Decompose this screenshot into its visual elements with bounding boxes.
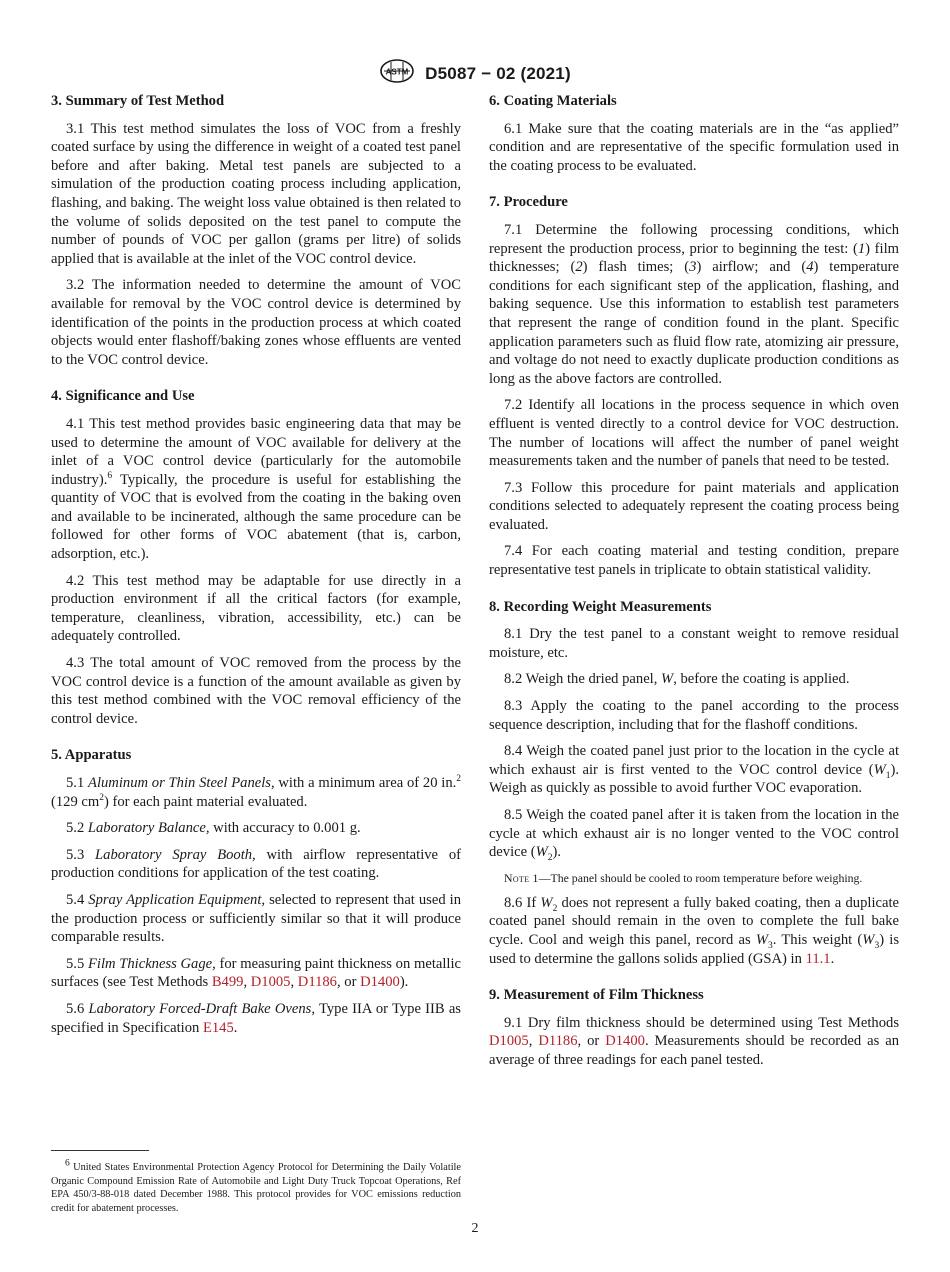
para-num: 5.2	[66, 820, 88, 837]
text: , or	[577, 1033, 606, 1050]
note-text: —The panel should be cooled to room temperature before weighing.	[538, 870, 863, 885]
variable: W	[755, 931, 769, 948]
text: for measuring paint thickness on metallic surfaces (see Test Methods	[51, 955, 462, 991]
text: ,	[528, 1033, 539, 1050]
left-column	[51, 92, 461, 1045]
text: 9.1 Dry film thickness should be determined using Test Methods	[504, 1014, 899, 1031]
ref-link-b499[interactable]: B499	[211, 974, 244, 991]
para-8-1: 8.1 Dry the test panel to a constant weight to remove residual moisture, etc.	[489, 626, 899, 661]
note-label: Note 1	[504, 870, 539, 885]
section-7-heading: 7. Procedure	[489, 194, 568, 211]
para-num: 5.3	[66, 846, 96, 863]
superscript: 2	[99, 792, 104, 803]
para-5-2	[51, 819, 461, 838]
section-3-heading: 3. Summary of Test Method	[51, 93, 225, 109]
footnote-divider	[51, 1150, 149, 1151]
text: , before the coating is applied.	[673, 671, 850, 688]
ref-link-d1005[interactable]: D1005	[250, 974, 291, 991]
list-num: 3	[689, 259, 697, 276]
footnote-ref-6[interactable]: 6	[107, 470, 113, 481]
subscript: 2	[547, 853, 553, 864]
section-5-heading: 5. Apparatus	[51, 747, 132, 764]
para-8-3: 8.3 Apply the coating to the panel according to the process sequence description, including that for the flashoff conditions.	[489, 698, 899, 733]
para-8-6	[489, 894, 899, 968]
ref-link-e145[interactable]: E145	[202, 1019, 234, 1036]
text: ). Weigh as quickly as possible to avoid further VOC evaporation.	[489, 761, 899, 797]
subscript: 1	[885, 770, 891, 781]
text: ) for each paint material evaluated.	[103, 793, 308, 810]
ref-link-d1186[interactable]: D1186	[297, 974, 337, 991]
section-6-heading: 6. Coating Materials	[489, 93, 617, 109]
para-7-4: 7.4 For each coating material and testing condition, prepare representative test panels in triplicate to obtain statistical validity.	[489, 543, 899, 579]
text: , or	[336, 974, 361, 991]
subscript: 3	[874, 940, 880, 951]
variable: W	[661, 671, 674, 688]
text: Type IIA or Type IIB as specified in Specification	[51, 1000, 461, 1036]
text: . Measurements should be recorded as an average of three readings for each panel tested.	[489, 1033, 899, 1068]
text: ) temperature conditions for each significant step of the application, flashing, and baking sequence. Use this information to establish test parameters that represent the range of condition found in the plant. Specific application parameters such as fluid flow rate, atomizing air pressure, and voltage do not need to exactly duplicate production conditions as long as the above factors are controlled.	[489, 259, 899, 387]
variable: W	[535, 844, 548, 861]
term: Laboratory Balance,	[87, 820, 210, 837]
page-header	[0, 58, 950, 89]
text: . This weight (	[772, 931, 863, 948]
document-designation: D5087 − 02 (2021)	[425, 63, 571, 83]
para-4-3: 4.3 The total amount of VOC removed from the process by the VOC control device is a function of the amount available as given by this test method combined with the VOC removal efficiency of the control device.	[51, 655, 461, 727]
section-9-heading: 9. Measurement of Film Thickness	[489, 987, 704, 1004]
variable: W	[862, 931, 875, 948]
note-1	[489, 870, 899, 886]
text: selected to represent that used in the production process or sufficiently similar so that it will produce comparable results.	[51, 891, 461, 946]
para-3-1: 3.1 This test method simulates the loss of VOC from a freshly coated surface by using the difference in weight of a coated test panel before and after baking. Metal test panels are subjected to a simulation of the production coating process including application, flashing, and baking. The weight loss value obtained is then related to the volume of solids deposited on the test panel to compute the number of pounds of VOC per gallon (grams per litre) of solids applied that is available at the inlet of the VOC control device.	[51, 120, 461, 267]
para-5-1	[51, 774, 461, 811]
para-8-5	[489, 806, 899, 862]
text: ).	[552, 844, 562, 861]
term: Laboratory Forced-Draft Bake Ovens,	[88, 1000, 316, 1017]
footnote-marker: 6	[65, 1158, 70, 1169]
para-6-1: 6.1 Make sure that the coating materials are in the “as applied” condition and are representative of the specific formulation used in the coating process to be evaluated.	[489, 120, 899, 174]
footnotes	[51, 1150, 461, 1215]
term: Aluminum or Thin Steel Panels,	[88, 775, 275, 791]
text: with airflow representative of production conditions for application of the test coating.	[51, 846, 461, 882]
para-8-4	[489, 742, 899, 798]
term: Film Thickness Gage,	[87, 955, 216, 972]
logo-text: ASTM	[385, 67, 409, 77]
para-num: 5.5	[66, 955, 88, 972]
superscript: 2	[456, 774, 462, 785]
text: with a minimum area of 20 in.	[274, 775, 457, 791]
astm-logo-icon	[379, 58, 415, 89]
list-num: 4	[806, 259, 814, 276]
section-8-heading: 8. Recording Weight Measurements	[489, 598, 712, 615]
text: 8.6 If	[504, 894, 541, 911]
text: ) flash times; (	[582, 259, 690, 276]
para-4-1-a: 4.1 This test method provides basic engineering data that may be used to determine the amount of VOC available for delivery at the inlet of a VOC control device (particularly for the automobile industry).	[51, 415, 461, 488]
text: 8.4 Weigh the coated panel just prior to the location in the cycle at which exhaust air is first vented to the VOC control device (	[489, 743, 899, 778]
variable: W	[873, 761, 886, 778]
para-4-1	[51, 415, 461, 564]
ref-link-d1005[interactable]: D1005	[489, 1033, 529, 1050]
para-5-3	[51, 846, 461, 883]
para-5-6	[51, 1000, 461, 1037]
text: 8.5 Weigh the coated panel after it is taken from the location in the cycle at which exhaust air is no longer vented to the VOC control device (	[489, 807, 899, 861]
list-num: 1	[857, 240, 866, 257]
section-4-heading: 4. Significance and Use	[51, 388, 195, 405]
para-num: 5.4	[66, 891, 89, 908]
ref-link-d1400[interactable]: D1400	[360, 974, 400, 991]
text: 8.2 Weigh the dried panel,	[504, 671, 662, 688]
text: does not represent a fully baked coating, then a duplicate coated panel should remain in the oven to complete the full bake cycle. Cool and weigh this panel, record as	[489, 894, 899, 948]
text: .	[830, 950, 835, 967]
right-column	[489, 92, 899, 1078]
term: Spray Application Equipment,	[88, 891, 266, 908]
para-3-2: 3.2 The information needed to determine the amount of VOC available for removal by the VOC control device is determined by identification of the points in the production process at which coated objects would enter flashoff/baking zones whose effluents are vented to the VOC control device.	[51, 277, 461, 368]
para-num: 5.1	[66, 775, 89, 791]
variable: W	[540, 894, 553, 911]
para-9-1	[489, 1014, 899, 1070]
text: (129 cm	[51, 793, 100, 810]
term: Laboratory Spray Booth,	[95, 846, 256, 863]
text: with accuracy to 0.001 g.	[209, 820, 361, 837]
ref-link-d1186[interactable]: D1186	[538, 1033, 578, 1050]
text: ) airflow; and (	[696, 259, 807, 276]
text: 7.1 Determine the following processing conditions, which represent the production process, prior to beginning the test: (	[489, 221, 899, 257]
para-8-2	[489, 670, 899, 689]
text: .	[233, 1019, 238, 1036]
text: ) film thicknesses; (	[489, 240, 899, 276]
para-5-4	[51, 891, 461, 947]
page-number: 2	[471, 1221, 479, 1236]
para-4-2: 4.2 This test method may be adaptable for use directly in a production environment if all the critical factors (for example, temperature, cleanliness, vibration, accessibility, etc.) can be adequately controlled.	[51, 572, 461, 645]
para-7-3: 7.3 Follow this procedure for paint materials and application conditions selected to adequately represent the coating process being evaluated.	[489, 479, 899, 533]
subscript: 2	[552, 903, 558, 914]
para-7-2: 7.2 Identify all locations in the process sequence in which oven effluent is vented directly to a control device for VOC destruction. The number of locations will affect the number of panel weight measurements taken and the number of panels that need to be tested.	[489, 397, 899, 470]
text: ) is used to determine the gallons solids applied (GSA) in	[489, 931, 900, 967]
text: ,	[243, 974, 251, 991]
text: ).	[399, 974, 409, 991]
para-num: 5.6	[66, 1000, 89, 1017]
footnote-6	[51, 1158, 461, 1215]
ref-link-d1400[interactable]: D1400	[605, 1033, 645, 1050]
para-7-1	[489, 221, 899, 388]
subscript: 3	[768, 940, 773, 951]
list-num: 2	[575, 259, 583, 276]
para-4-1-b: Typically, the procedure is useful for establishing the quantity of VOC that is evolved from the coating in the baking oven and available to be incinerated, although the same procedure can be followed for other forms of VOC abatement (that is, carbon, adsorption, etc.).	[51, 471, 461, 563]
text: ,	[290, 974, 298, 991]
footnote-text: United States Environmental Protection Agency Protocol for Determining the Daily Volatile Organic Compound Emission Rate of Automobile and Light Duty Truck Topcoat Operations, Ref EPA 450/3-88-018 dated December 1988. This protocol provides for VOC emissions reduction credit for abatement processes.	[51, 1162, 461, 1214]
para-5-5	[51, 955, 461, 992]
ref-link-11-1[interactable]: 11.1	[805, 950, 831, 967]
